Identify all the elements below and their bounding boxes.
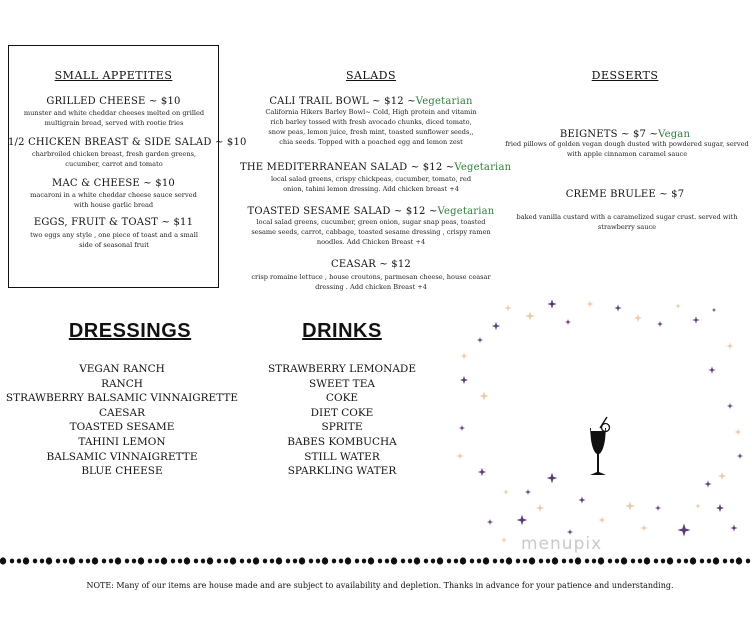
list-item: COKE — [325, 392, 359, 405]
menu-item-desc: two eggs any style , one piece of toast and a small side of seasonal fruit — [30, 231, 198, 249]
menu-item-name: BEIGNETS ~ $7 ~Vegan — [559, 129, 691, 140]
dressings-heading: DRESSINGS — [68, 320, 192, 342]
dotted-border — [0, 553, 752, 569]
menu-item-name: TOASTED SESAME SALAD ~ $12 ~Vegetarian — [247, 206, 495, 217]
drinks-list — [242, 362, 442, 479]
watermark: menupix — [521, 534, 603, 554]
small-appetites-heading: SMALL APPETITES — [54, 69, 173, 82]
list-item: DIET COKE — [310, 406, 374, 419]
menu-item-desc: baked vanilla custard with a caramelized sugar crust. served with strawberry sauce — [516, 213, 738, 231]
list-item: TOASTED SESAME — [69, 421, 175, 434]
menu-item-name: CEASAR ~ $12 — [331, 259, 411, 270]
list-item: STRAWBERRY BALSAMIC VINNAIGRETTE — [5, 392, 239, 405]
list-item: STILL WATER — [304, 450, 380, 463]
drinks-heading: DRINKS — [302, 320, 382, 342]
menu-item-name: 1/2 CHICKEN BREAST & SIDE SALAD ~ $10 — [8, 137, 247, 148]
cocktail-glass-icon — [590, 417, 610, 475]
menu-item-name: CREME BRULEE ~ $7 — [565, 189, 685, 200]
list-item: SPARKLING WATER — [287, 465, 397, 478]
list-item: BALSAMIC VINNAIGRETTE — [46, 450, 198, 463]
menu-item-desc: local salad greens, cucumber, green onion, sugar snap peas, toasted sesame seeds, carrot, cabbage, toasted sesame dressing , crispy ramen noodles. Add Chicken Breast +4 — [251, 218, 491, 246]
list-item: SWEET TEA — [309, 377, 375, 390]
menu-item-name: MAC & CHEESE ~ $10 — [52, 178, 175, 189]
list-item: TAHINI LEMON — [78, 435, 166, 448]
menu-item-desc: local salad greens, crispy chickpeas, cucumber, tomato, red onion, tahini lemon dressing. Add chicken breast +4 — [270, 175, 472, 193]
list-item: STRAWBERRY LEMONADE — [267, 363, 417, 375]
list-item: VEGAN RANCH — [79, 363, 165, 375]
vegetarian-tag: Vegetarian — [454, 162, 512, 173]
list-item: BABES KOMBUCHA — [287, 435, 397, 448]
list-item: CAESAR — [99, 406, 145, 419]
menu-item-desc: crisp romaine lettuce , house croutons, parmesan cheese, house ceasar dressing . Add chicken Breast +4 — [251, 273, 491, 291]
footer-note: NOTE: Many of our items are house made and are subject to availability and depletion. Thanks in advance for your patience and understanding. — [86, 581, 674, 590]
list-item: BLUE CHEESE — [81, 465, 163, 478]
vegetarian-tag: Vegetarian — [437, 206, 495, 217]
menu-item-name: THE MEDITERRANEAN SALAD ~ $12 ~Vegetarian — [240, 162, 512, 173]
salads-heading: SALADS — [345, 69, 397, 82]
list-item: SPRITE — [321, 421, 363, 434]
menu-item-name: CALI TRAIL BOWL ~ $12 ~Vegetarian — [269, 96, 473, 107]
vegan-tag: Vegan — [658, 129, 691, 140]
menu-item-desc: California Hikers Barley Bowl~ Cold, High protein and vitamin rich barley tossed with fresh avocado chunks, diced tomato, snow peas, lemon juice, fresh mint, toasted sunflower seeds,, chia seeds. Topped with a poached egg and lemon zest — [265, 108, 477, 146]
menu-item-desc: fried pillows of golden vegan dough dusted with powdered sugar, served with apple cinnamon caramel sauce — [505, 140, 749, 158]
vegetarian-tag: Vegetarian — [415, 96, 473, 107]
menu-item-desc: charbroiled chicken breast, fresh garden greens, cucumber, carrot and tomato — [31, 150, 197, 168]
menu-item-desc: macaroni in a white cheddar cheese sauce served with house garlic bread — [30, 191, 197, 209]
menu-item-desc: munster and white cheddar cheeses melted on grilled multigrain bread, served with rootie fries — [23, 109, 205, 127]
list-item: RANCH — [101, 377, 143, 390]
menu-item-name: GRILLED CHEESE ~ $10 — [46, 96, 181, 107]
dressings-list — [0, 362, 244, 479]
desserts-heading: DESSERTS — [591, 69, 659, 82]
menu-item-name: EGGS, FRUIT & TOAST ~ $11 — [33, 217, 194, 228]
star-wreath-decoration — [448, 296, 752, 550]
